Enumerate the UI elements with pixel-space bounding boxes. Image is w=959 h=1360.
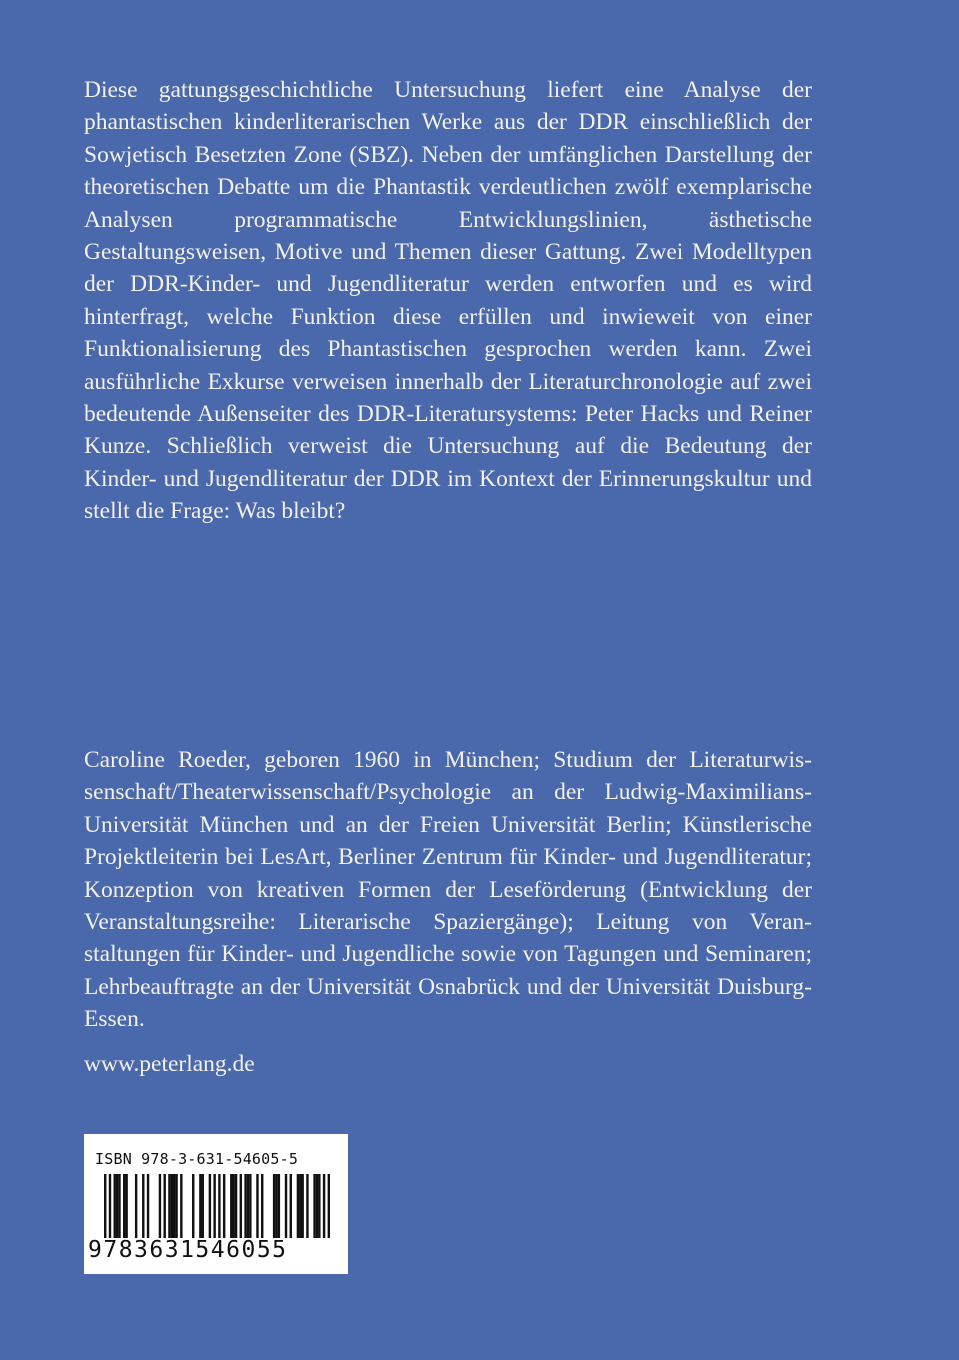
barcode-bar: [240, 1174, 242, 1238]
isbn-label: ISBN 978-3-631-54605-5: [95, 1150, 299, 1168]
barcode-bar: [235, 1174, 237, 1238]
barcode-bar: [247, 1174, 249, 1238]
barcode-bar: [175, 1174, 177, 1238]
barcode-bar: [316, 1174, 318, 1238]
barcode-bar: [249, 1174, 251, 1238]
barcode-bar: [218, 1174, 220, 1238]
barcode-bar: [273, 1174, 275, 1238]
barcode-bar: [318, 1174, 320, 1238]
barcode-bar: [135, 1174, 137, 1238]
barcode-bar: [123, 1174, 125, 1238]
barcode-bar: [147, 1174, 149, 1238]
barcode-bar: [173, 1174, 175, 1238]
barcode-bar: [114, 1174, 116, 1238]
barcode-bar: [180, 1174, 182, 1238]
barcode-bar: [192, 1174, 194, 1238]
barcode-bar: [199, 1174, 201, 1238]
barcode-bar: [163, 1174, 165, 1238]
barcode-bar: [213, 1174, 215, 1238]
barcode-bar: [301, 1174, 303, 1238]
barcode-bar: [209, 1174, 211, 1238]
barcode-bar: [202, 1174, 204, 1238]
barcode-bar: [278, 1174, 280, 1238]
barcode-bar: [125, 1174, 127, 1238]
barcode-bar: [275, 1174, 277, 1238]
publisher-url[interactable]: www.peterlang.de: [84, 1051, 255, 1077]
barcode-bar: [116, 1174, 118, 1238]
barcode-bar: [171, 1174, 173, 1238]
isbn-barcode-panel: [84, 1134, 348, 1274]
barcode-bar: [328, 1174, 330, 1238]
barcode-bar: [290, 1174, 292, 1238]
biography-paragraph: Caroline Roeder, geboren 1960 in München; Studium der Literaturwissenschaft/Theaterwissenschaft/Psychologie an der Ludwig-Maximilians-Universität München und an der Freien Universität Berlin; Künstlerische Projektleiterin bei LesArt, Berliner Zentrum für Kinder- und Jugendliteratur; Konzeption von kreativen Formen der Leseförderung (Entwicklung der Veranstaltungsreihe: Literarische Spaziergänge); Leitung von Veranstaltungen für Kinder- und Jugendliche sowie von Tagungen und Seminaren; Lehrbeauftragte an der Universität Osnabrück und der Universität Duisburg-Essen.: [84, 747, 812, 1033]
barcode-bar: [306, 1174, 308, 1238]
barcode-bar: [299, 1174, 301, 1238]
barcode-bar: [223, 1174, 225, 1238]
barcode-bar: [232, 1174, 234, 1238]
barcode-digits: 9783631546055: [88, 1237, 288, 1263]
barcode-bar: [297, 1174, 299, 1238]
barcode-bar: [168, 1174, 170, 1238]
barcode-bar: [256, 1174, 258, 1238]
author-biography: [84, 744, 812, 1036]
barcode-bars: [104, 1174, 330, 1238]
barcode-bar: [230, 1174, 232, 1238]
barcode-bar: [285, 1174, 287, 1238]
barcode-bar: [109, 1174, 111, 1238]
barcode-bar: [142, 1174, 144, 1238]
barcode-bar: [159, 1174, 161, 1238]
description-paragraph: Diese gattungsgeschichtliche Untersuchung liefert eine Analyse der phantastischen kinderliterarischen Werke aus der DDR einschließlich der Sowjetisch Besetzten Zone (SBZ). Neben der umfänglichen Darstellung der theoretischen Debatte um die Phantastik verdeutlichen zwölf exemplarische Analysen programmatische Entwicklungslinien, ästhetische Gestaltungsweisen, Motive und Themen dieser Gattung. Zwei Modelltypen der DDR-Kinder- und Jugendliteratur werden entworfen und es wird hinterfragt, welche Funktion diese erfüllen und inwieweit von einer Funktionalisierung des Phantastischen gesprochen werden kann. Zwei ausführliche Exkurse verweisen innerhalb der Literaturchronologie auf zwei bedeutende Außenseiter des DDR-Literatursystems: Peter Hacks und Reiner Kunze. Schließlich verweist die Untersuchung auf die Bedeutung der Kinder- und Jugendliteratur der DDR im Kontext der Erinnerungskultur und stellt die Frage: Was bleibt?: [84, 77, 812, 525]
barcode-bar: [313, 1174, 315, 1238]
book-description: [84, 74, 812, 528]
barcode-bar: [104, 1174, 106, 1238]
barcode-bar: [244, 1174, 246, 1238]
barcode-bar: [261, 1174, 263, 1238]
barcode-bar: [118, 1174, 120, 1238]
barcode-bar: [323, 1174, 325, 1238]
